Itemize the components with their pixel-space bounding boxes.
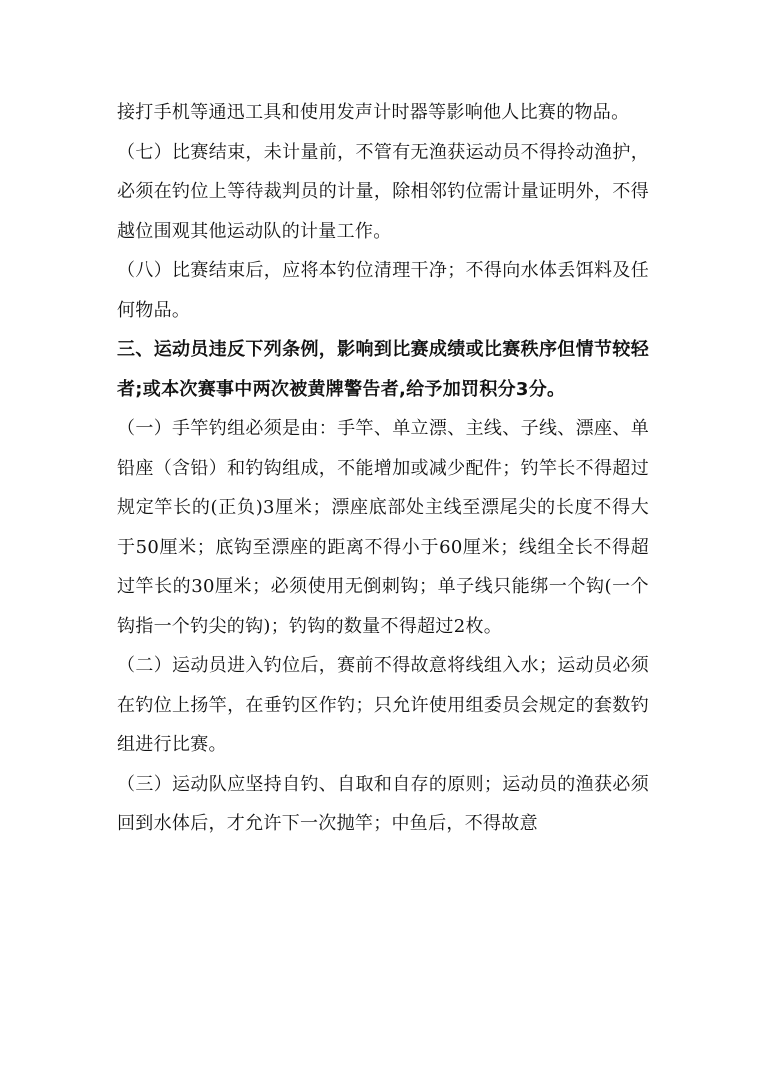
paragraph-item-2: （二）运动员进入钓位后，赛前不得故意将线组入水；运动员必须在钓位上扬竿，在垂钓区作钓；只允许使用组委员会规定的套数钓组进行比赛。 bbox=[117, 655, 649, 755]
paragraph-item-3: （三）运动队应坚持自钓、自取和自存的原则；运动员的渔获必须回到水体后，才允许下一次抛竿；中鱼后，不得故意 bbox=[117, 773, 649, 834]
section-heading-3: 三、运动员违反下列条例，影响到比赛成绩或比赛秩序但情节较轻者;或本次赛事中两次被黄牌警告者,给予加罚积分3分。 bbox=[117, 339, 649, 400]
paragraph-item-1: （一）手竿钓组必须是由：手竿、单立漂、主线、子线、漂座、单铅座（含铅）和钓钩组成，不能增加或减少配件；钓竿长不得超过规定竿长的(正负)3厘米；漂座底部处主线至漂尾尖的长度不得大于50厘米；底钩至漂座的距离不得小于60厘米；线组全长不得超过竿长的30厘米；必须使用无倒刺钩；单子线只能绑一个钩(一个钩指一个钓尖的钩)；钓钩的数量不得超过2枚。 bbox=[117, 418, 649, 637]
paragraph-item-8: （八）比赛结束后，应将本钓位清理干净；不得向水体丢饵料及任何物品。 bbox=[117, 260, 649, 321]
document-body bbox=[117, 93, 649, 844]
paragraph-continuation: 接打手机等通迅工具和使用发声计时器等影响他人比赛的物品。 bbox=[117, 102, 630, 123]
paragraph-item-7: （七）比赛结束，未计量前，不管有无渔获运动员不得拎动渔护，必须在钓位上等待裁判员的计量，除相邻钓位需计量证明外，不得越位围观其他运动队的计量工作。 bbox=[117, 141, 649, 242]
